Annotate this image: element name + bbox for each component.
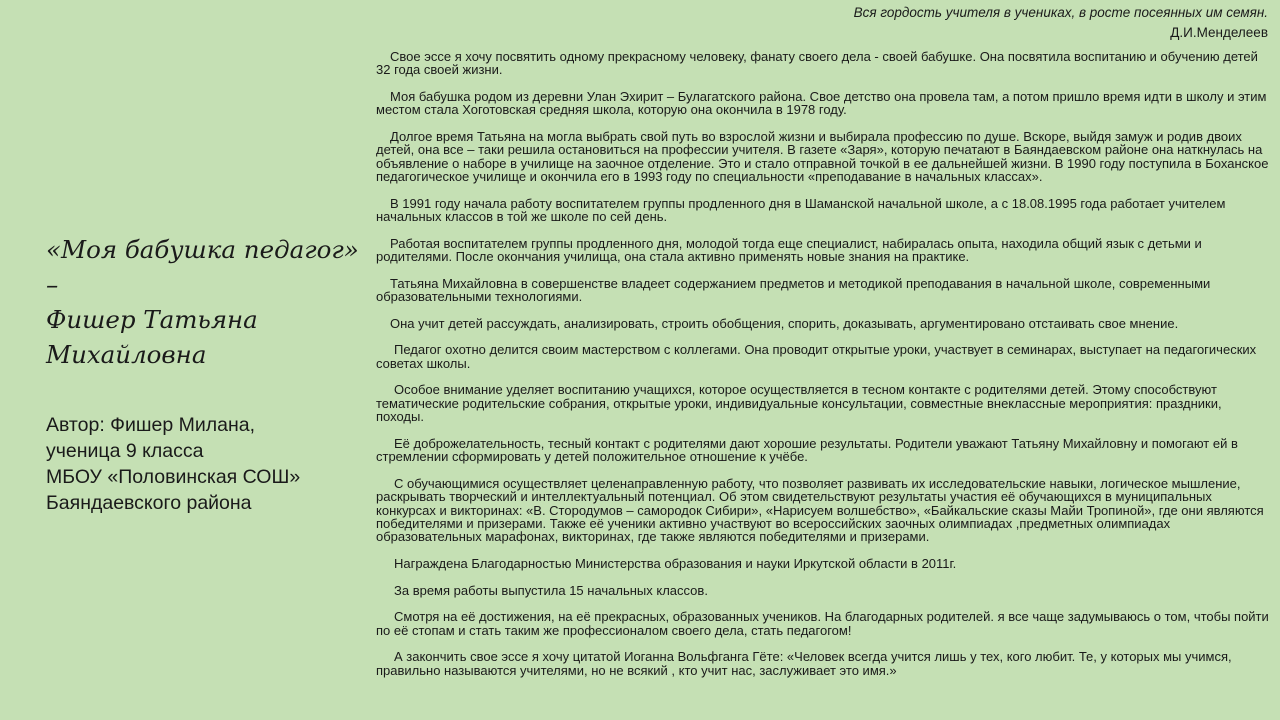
essay-title — [46, 232, 366, 372]
title-line: «Моя бабушка педагог» – — [46, 235, 359, 299]
essay-body — [376, 50, 1272, 690]
epigraph — [568, 3, 1268, 43]
essay-paragraph: Педагог охотно делится своим мастерством с коллегами. Она проводит открытые уроки, участвует в семинарах, выступает на педагогических советах школы. — [376, 342, 1257, 371]
author-line: ученица 9 класса — [46, 440, 204, 462]
epigraph-attribution: Д.И.Менделеев — [1170, 25, 1268, 40]
essay-paragraph: С обучающимися осуществляет целенаправленную работу, что позволяет развивать их исследовательские навыки, логическое мышление, раскрывать творческий и интеллектуальный потенциал. Об этом свидетельствуют результаты участия её обучающихся в муниципальных конкурсах и викторинах: «В. Стородумов – самородок Сибири», «Нарисуем волшебство», «Байкальские сказы Майи Тропиной», где они являются победителями и призерами. Также её ученики активно участвуют во всероссийских заочных олимпиадах ,предметных олимпиадах образовательных марафонах, викторинах, где также являются победителями и призерами. — [376, 475, 1264, 545]
title-panel — [46, 232, 366, 516]
author-line: Баяндаевского района — [46, 492, 252, 514]
epigraph-quote: Вся гордость учителя в учениках, в росте посеянных им семян. — [853, 5, 1268, 20]
author-line: Автор: Фишер Милана, — [46, 414, 256, 436]
essay-paragraph: Награждена Благодарностью Министерства образования и науки Иркутской области в 2011г. — [394, 556, 957, 572]
essay-paragraph: Долгое время Татьяна на могла выбрать свой путь во взрослой жизни и выбирала профессию по душе. Вскоре, выйдя замуж и родив двоих детей, она все – таки решила остановиться на профессии учителя. В газете «Заря», которую печатают в Баяндаевском районе она наткнулась на объявление о наборе в училище на заочное отделение. Это и стало отправной точкой в ее дальнейшей жизни. В 1990 году поступила в Боханское педагогическое училище и окончила его в 1993 году по специальности «преподавание в начальных классах». — [376, 129, 1269, 185]
essay-paragraph: Моя бабушка родом из деревни Улан Эхирит – Булагатского района. Свое детство она провела там, а потом пришло время идти в школу и этим местом стала Хоготовская средняя школа, которую она окончила в 1978 году. — [376, 89, 1267, 118]
essay-paragraph: В 1991 году начала работу воспитателем группы продленного дня в Шаманской начальной школе, а с 18.08.1995 года работает учителем начальных классов в той же школе по сей день. — [376, 195, 1226, 225]
essay-paragraph: Она учит детей рассуждать, анализировать, строить обобщения, спорить, доказывать, аргументировано отстаивать свое мнение. — [390, 315, 1179, 331]
author-info — [46, 412, 366, 516]
essay-paragraph: Татьяна Михайловна в совершенстве владеет содержанием предметов и методикой преподавания в начальной школе, современными образовательными технологиями. — [376, 275, 1211, 305]
essay-paragraph: Её доброжелательность, тесный контакт с родителями дают хорошие результаты. Родители уважают Татьяну Михайловну и помогают ей в стремлении сформировать у детей положительное отношение к учёбе. — [376, 435, 1238, 465]
essay-paragraph: Работая воспитателем группы продленного дня, молодой тогда еще специалист, набиралась опыта, находила общий язык с детьми и родителями. После окончания училища, она стала активно применять новые знания на практике. — [376, 235, 1202, 265]
essay-paragraph: Свое эссе я хочу посвятить одному прекрасному человеку, фанату своего дела - своей бабушке. Она посвятила воспитанию и обучению детей 32 года своей жизни. — [376, 49, 1258, 78]
title-line: Фишер Татьяна — [46, 305, 258, 334]
essay-paragraph: За время работы выпустила 15 начальных классов. — [394, 582, 708, 598]
essay-paragraph: Особое внимание уделяет воспитанию учащихся, которое осуществляется в тесном контакте с родителями детей. Этому способствуют тематические родительские собрания, открытые уроки, индивидуальные консультации, совместные внеклассные мероприятия: праздники, походы. — [376, 382, 1222, 425]
essay-paragraph: А закончить свое эссе я хочу цитатой Иоганна Вольфганга Гёте: «Человек всегда учится лишь у тех, кого любит. Те, у которых мы учимся, правильно называются учителями, но не всякий , кто учит нас, заслуживает это имя.» — [376, 649, 1232, 678]
title-line: Михайловна — [46, 340, 207, 369]
author-line: МБОУ «Половинская СОШ» — [46, 466, 301, 488]
essay-paragraph: Смотря на её достижения, на её прекрасных, образованных учеников. На благодарных родителей. я все чаще задумываюсь о том, чтобы пойти по её стопам и стать таким же профессионалом своего дела, стать педагогом! — [376, 609, 1269, 638]
